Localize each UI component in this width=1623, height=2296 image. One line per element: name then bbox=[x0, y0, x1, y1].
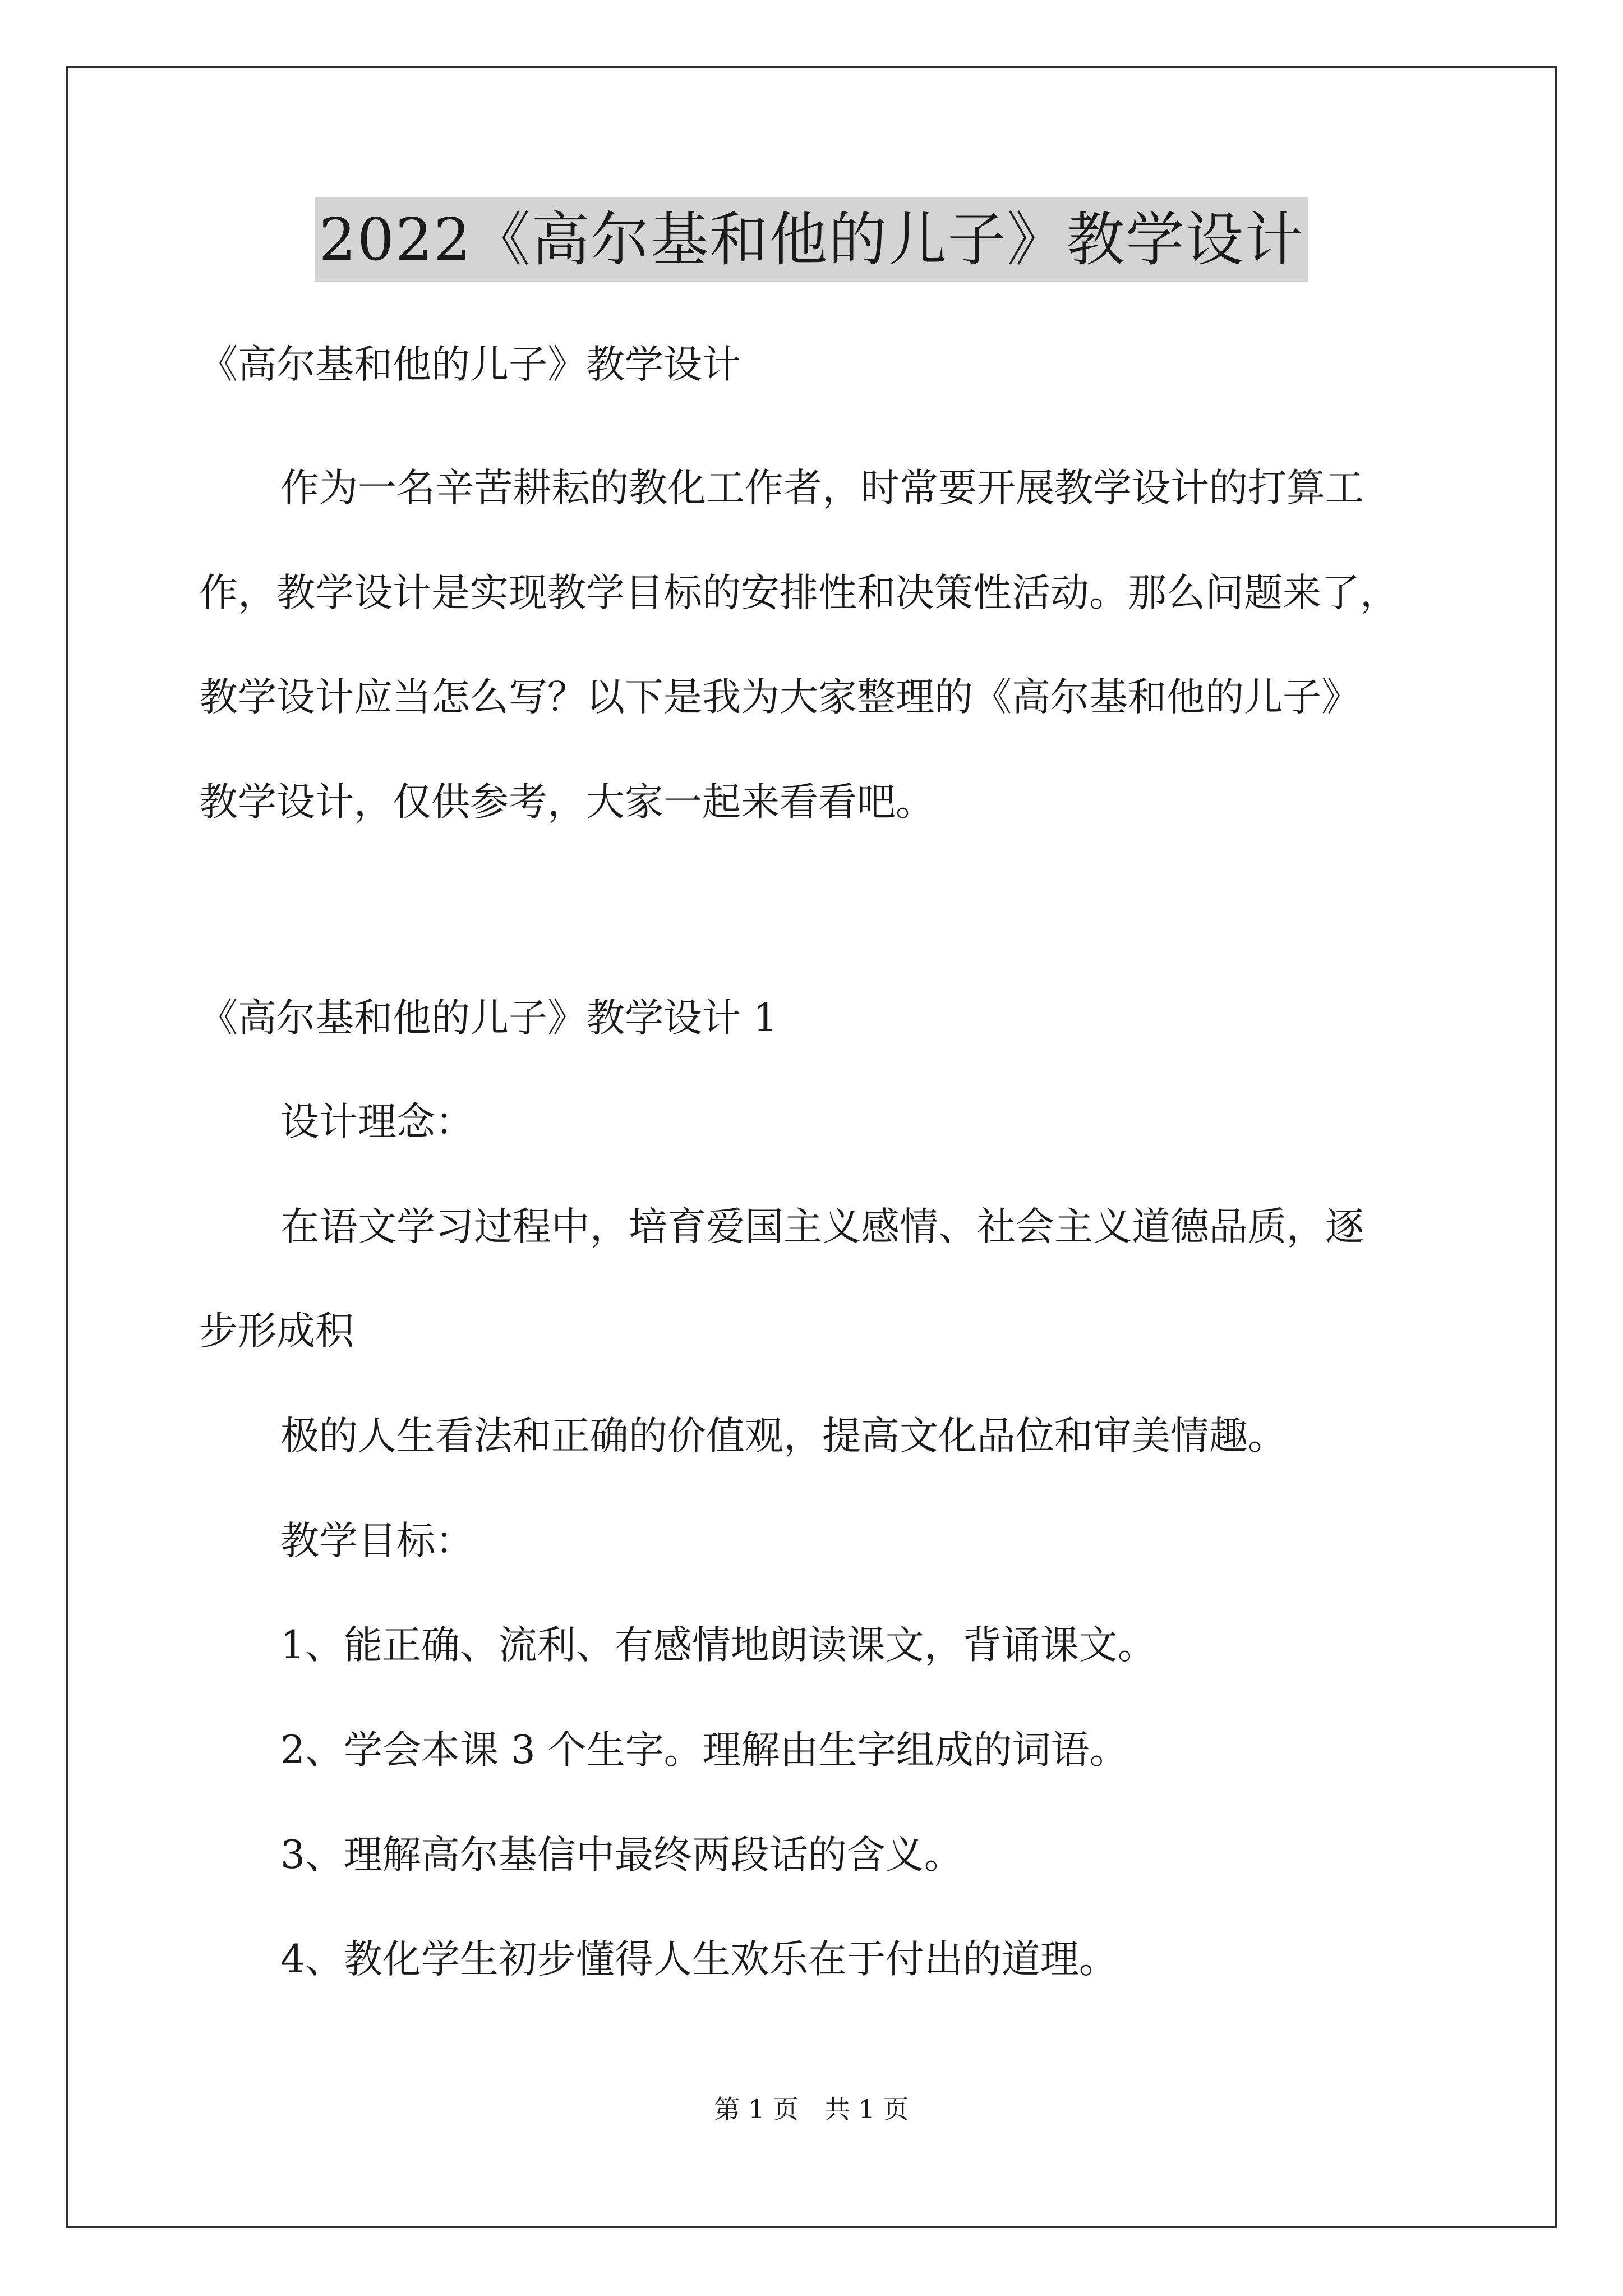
page-border bbox=[66, 66, 1557, 2228]
objective-item-1: 1、能正确、流利、有感情地朗读课文，背诵课文。 bbox=[280, 1623, 1156, 1668]
concept-line-1: 在语文学习过程中，培育爱国主义感情、社会主义道德品质，逐 bbox=[280, 1204, 1364, 1249]
objective-item-4: 4、教化学生初步懂得人生欢乐在于付出的道理。 bbox=[280, 1937, 1118, 1982]
section-heading: 《高尔基和他的儿子》教学设计 1 bbox=[199, 996, 778, 1041]
objective-item-2: 2、学会本课 3 个生字。理解由生字组成的词语。 bbox=[280, 1728, 1128, 1773]
objectives-label: 教学目标： bbox=[280, 1519, 474, 1563]
objective-item-3: 3、理解高尔基信中最终两段话的含义。 bbox=[280, 1833, 963, 1878]
intro-line-2: 作，教学设计是实现教学目标的安排性和决策性活动。那么问题来了， bbox=[199, 570, 1399, 615]
title-container bbox=[0, 197, 1623, 282]
page-footer: 第 1 页 共 1 页 bbox=[714, 2094, 909, 2124]
intro-line-4: 教学设计，仅供参考，大家一起来看看吧。 bbox=[199, 780, 934, 825]
intro-line-1: 作为一名辛苦耕耘的教化工作者，时常要开展教学设计的打算工 bbox=[280, 466, 1364, 510]
document-title: 2022《高尔基和他的儿子》教学设计 bbox=[315, 197, 1309, 282]
design-concept-label: 设计理念： bbox=[280, 1099, 474, 1144]
concept-line-2: 步形成积 bbox=[199, 1309, 354, 1354]
intro-line-3: 教学设计应当怎么写？以下是我为大家整理的《高尔基和他的儿子》 bbox=[199, 675, 1360, 720]
concept-line-3: 极的人生看法和正确的价值观，提高文化品位和审美情趣。 bbox=[280, 1414, 1287, 1458]
subtitle-line: 《高尔基和他的儿子》教学设计 bbox=[199, 342, 741, 387]
